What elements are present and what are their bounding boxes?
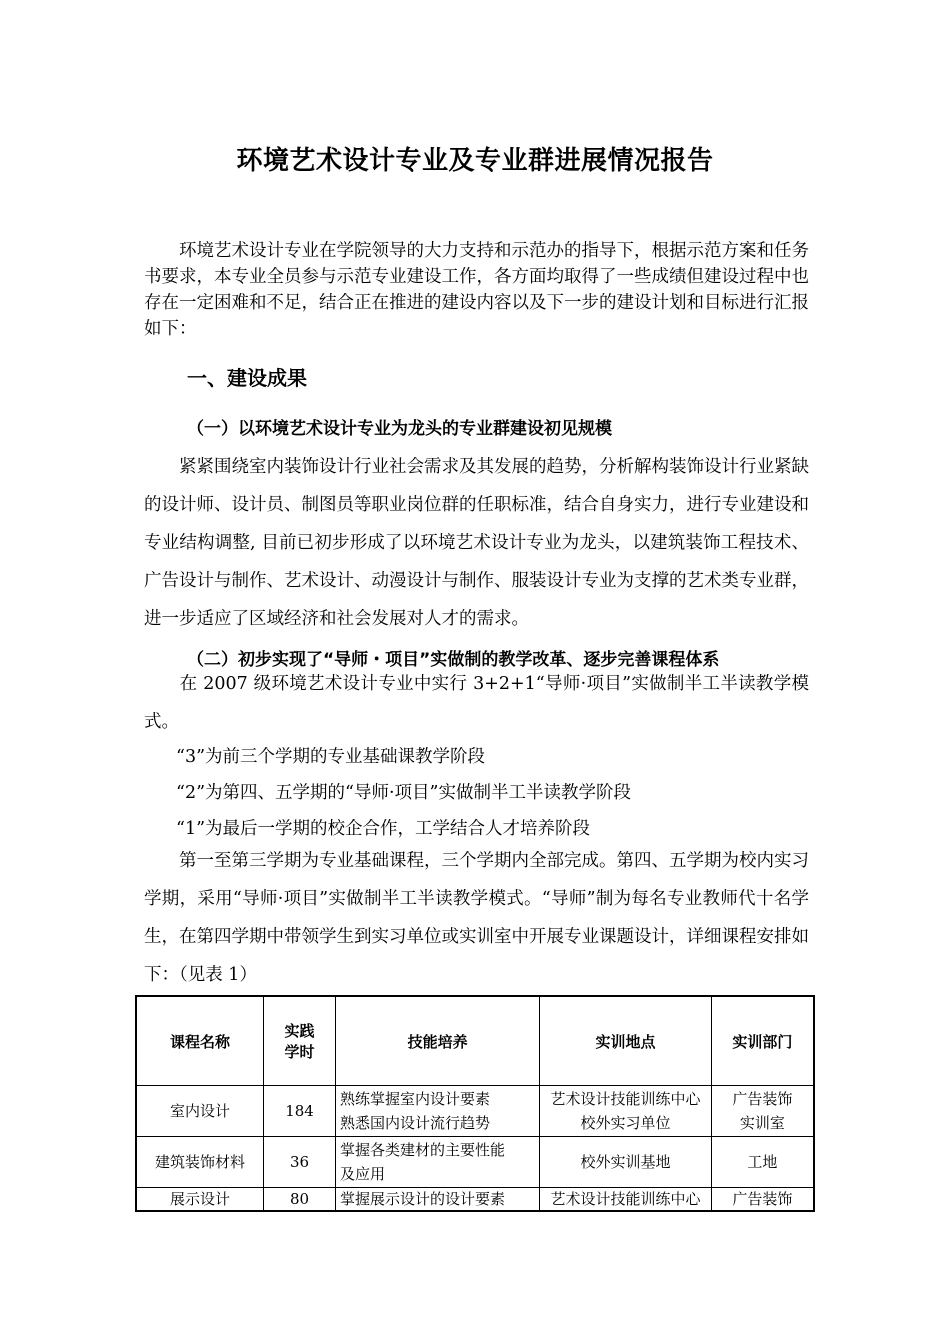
stage-1-line: “1”为最后一学期的校企合作，工学结合人才培养阶段	[176, 819, 591, 839]
table-row	[136, 1188, 814, 1212]
table-row	[136, 1137, 814, 1188]
cell-skill-line: 掌握各类建材的主要性能	[339, 1141, 505, 1159]
cell-skill	[335, 1086, 539, 1137]
cell-department-line: 实训室	[739, 1114, 785, 1132]
subsection-1-paragraph: 紧紧围绕室内装饰设计行业社会需求及其发展的趋势，分析解构装饰设计行业紧缺的设计师、设计员、制图员等职业岗位群的任职标准，结合自身实力，进行专业建设和专业结构调整, 目前已初步形成了以环境艺术设计专业为龙头，以建筑装饰工程技术、广告设计与制作、艺术设计、动漫设计与制作、服装设计专业为支撑的艺术类专业群，进一步适应了区域经济和社会发展对人才的需求。	[144, 457, 809, 629]
header-course-name: 课程名称	[136, 996, 264, 1086]
cell-location: 校外实训基地	[540, 1137, 711, 1188]
header-location: 实训地点	[540, 996, 711, 1086]
cell-course: 展示设计	[136, 1188, 264, 1212]
header-department: 实训部门	[711, 996, 814, 1086]
subsection-2-paragraph-2: 第一至第三学期为专业基础课程，三个学期内全部完成。第四、五学期为校内实习学期，采用“导师·项目”实做制半工半读教学模式。“导师”制为每名专业教师代十名学生，在第四学期中带领学生到实习单位或实训室中开展专业课题设计，详细课程安排如下：（见表 1）	[144, 851, 809, 985]
cell-department: 广告装饰	[711, 1188, 814, 1212]
header-skill: 技能培养	[335, 996, 539, 1086]
cell-department-line: 广告装饰	[732, 1090, 793, 1108]
cell-skill: 掌握展示设计的设计要素	[335, 1188, 539, 1212]
cell-location	[540, 1086, 711, 1137]
header-hours-line-2: 学时	[284, 1043, 315, 1061]
cell-hours: 80	[264, 1188, 336, 1212]
section-heading-1: 一、建设成果	[187, 366, 307, 390]
table-header-row	[136, 996, 814, 1086]
cell-hours: 36	[264, 1137, 336, 1188]
table-row	[136, 1086, 814, 1137]
cell-location: 艺术设计技能训练中心	[540, 1188, 711, 1212]
cell-course: 室内设计	[136, 1086, 264, 1137]
course-table	[135, 995, 815, 1212]
cell-skill	[335, 1137, 539, 1188]
subsection-heading-1: （一）以环境艺术设计专业为龙头的专业群建设初见规模	[187, 419, 612, 439]
subsection-heading-2: （二）初步实现了“导师・项目”实做制的教学改革、逐步完善课程体系	[187, 650, 720, 670]
cell-department: 工地	[711, 1137, 814, 1188]
cell-skill-line: 熟悉国内设计流行趋势	[339, 1114, 490, 1132]
document-title: 环境艺术设计专业及专业群进展情况报告	[236, 146, 714, 176]
header-hours-line-1: 实践	[284, 1022, 315, 1040]
subsection-2-paragraph: 在 2007 级环境艺术设计专业中实行 3+2+1“导师·项目”实做制半工半读教学模式。	[144, 674, 809, 732]
header-practice-hours	[264, 996, 336, 1086]
stage-2-line: “2”为第四、五学期的“导师·项目”实做制半工半读教学阶段	[176, 783, 631, 803]
cell-course: 建筑装饰材料	[136, 1137, 264, 1188]
cell-department	[711, 1086, 814, 1137]
stage-3-line: “3”为前三个学期的专业基础课教学阶段	[176, 747, 486, 767]
cell-location-line: 艺术设计技能训练中心	[550, 1090, 701, 1108]
cell-hours: 184	[264, 1086, 336, 1137]
cell-skill-line: 熟练掌握室内设计要素	[339, 1090, 490, 1108]
cell-location-line: 校外实习单位	[580, 1114, 671, 1132]
intro-paragraph: 环境艺术设计专业在学院领导的大力支持和示范办的指导下，根据示范方案和任务书要求，本专业全员参与示范专业建设工作，各方面均取得了一些成绩但建设过程中也存在一定困难和不足，结合正在推进的建设内容以及下一步的建设计划和目标进行汇报如下：	[144, 241, 809, 339]
cell-skill-line: 及应用	[339, 1165, 385, 1183]
